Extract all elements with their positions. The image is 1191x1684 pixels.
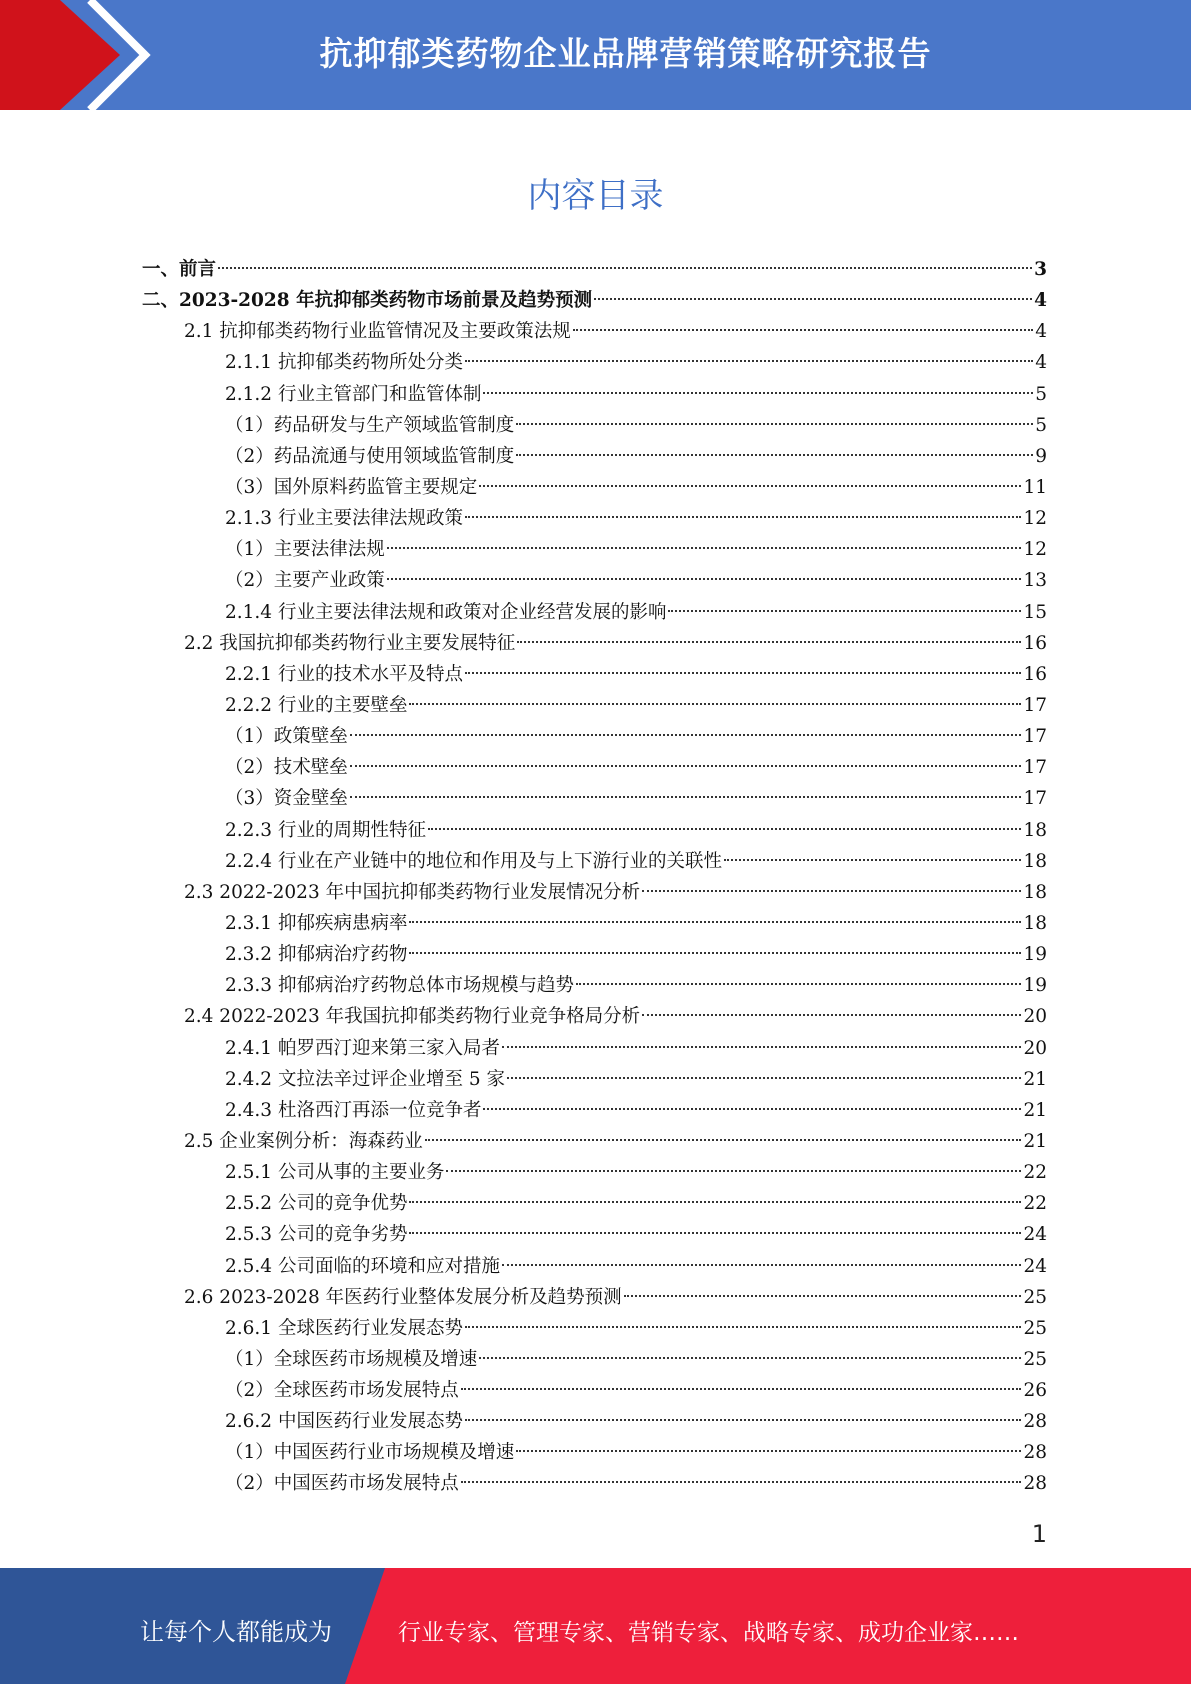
- toc-leader-dots: [465, 1419, 1021, 1421]
- toc-entry-page: 16: [1023, 663, 1047, 685]
- toc-entry-page: 17: [1023, 694, 1047, 716]
- toc-entry-page: 13: [1023, 570, 1047, 592]
- header-banner: [0, 0, 1191, 110]
- toc-entry[interactable]: [142, 908, 1047, 939]
- toc-entry-label: 2.2 我国抗抑郁类药物行业主要发展特征: [184, 632, 516, 654]
- toc-entry[interactable]: [142, 441, 1047, 472]
- toc-entry-page: 24: [1023, 1255, 1047, 1277]
- toc-entry[interactable]: [142, 1406, 1047, 1437]
- page-number: 1: [1031, 1520, 1047, 1548]
- toc-entry[interactable]: [142, 1001, 1047, 1032]
- report-title: 抗抑郁类药物企业品牌营销策略研究报告: [319, 34, 932, 73]
- toc-leader-dots: [465, 672, 1021, 674]
- toc-leader-dots: [387, 547, 1022, 549]
- toc-entry[interactable]: [142, 970, 1047, 1001]
- toc-leader-dots: [668, 610, 1021, 612]
- toc-entry-page: 20: [1023, 1006, 1047, 1028]
- toc-entry-label: （1）主要法律法规: [225, 539, 385, 561]
- toc-entry-page: 4: [1035, 352, 1047, 374]
- toc-entry-label: 2.4.1 帕罗西汀迎来第三家入局者: [225, 1037, 500, 1059]
- toc-leader-dots: [502, 1046, 1021, 1048]
- toc-entry-label: 2.1.4 行业主要法律法规和政策对企业经营发展的影响: [225, 601, 667, 623]
- footer-slogan-right: 行业专家、管理专家、营销专家、战略专家、成功企业家……: [398, 1620, 1019, 1646]
- toc-entry[interactable]: [142, 565, 1047, 596]
- toc-entry-page: 20: [1023, 1037, 1047, 1059]
- toc-entry-label: 2.1.2 行业主管部门和监管体制: [225, 383, 482, 405]
- toc-entry[interactable]: [142, 721, 1047, 752]
- toc-entry-label: 2.5.2 公司的竞争优势: [225, 1193, 408, 1215]
- toc-entry[interactable]: [142, 628, 1047, 659]
- toc-entry-label: 2.2.2 行业的主要壁垒: [225, 694, 408, 716]
- toc-entry[interactable]: [142, 1468, 1047, 1499]
- toc-leader-dots: [409, 952, 1021, 954]
- toc-entry[interactable]: [142, 939, 1047, 970]
- toc-leader-dots: [516, 1450, 1021, 1452]
- toc-leader-dots: [483, 1108, 1021, 1110]
- toc-entry-page: 4: [1034, 290, 1047, 312]
- toc-entry[interactable]: [142, 1188, 1047, 1219]
- toc-entry-page: 4: [1035, 321, 1047, 343]
- toc-leader-dots: [483, 392, 1033, 394]
- toc-entry-label: （2）全球医药市场发展特点: [225, 1380, 459, 1402]
- toc-leader-dots: [409, 703, 1021, 705]
- toc-leader-dots: [446, 1170, 1021, 1172]
- toc-entry[interactable]: [142, 379, 1047, 410]
- toc-entry-page: 12: [1023, 539, 1047, 561]
- toc-entry-page: 9: [1035, 445, 1047, 467]
- toc-entry-label: 2.1.1 抗抑郁类药物所处分类: [225, 352, 463, 374]
- toc-leader-dots: [350, 796, 1022, 798]
- toc-entry[interactable]: [142, 1282, 1047, 1313]
- toc-entry[interactable]: [142, 1095, 1047, 1126]
- toc-leader-dots: [516, 423, 1033, 425]
- toc-entry-page: 5: [1035, 383, 1047, 405]
- toc-entry-label: 2.4.2 文拉法辛过评企业增至 5 家: [225, 1068, 505, 1090]
- footer-slogan-left: 让每个人都能成为: [140, 1618, 332, 1646]
- table-of-contents: [142, 254, 1047, 1500]
- toc-leader-dots: [425, 1139, 1022, 1141]
- toc-entry-label: 2.3 2022-2023 年中国抗抑郁类药物行业发展情况分析: [184, 881, 641, 903]
- toc-leader-dots: [576, 983, 1021, 985]
- toc-entry[interactable]: [142, 877, 1047, 908]
- toc-entry-page: 18: [1023, 881, 1047, 903]
- toc-entry[interactable]: [142, 1219, 1047, 1250]
- toc-leader-dots: [428, 828, 1021, 830]
- toc-entry[interactable]: [142, 1251, 1047, 1282]
- toc-heading: 内容目录: [527, 176, 664, 216]
- toc-entry[interactable]: [142, 1064, 1047, 1095]
- toc-entry-page: 19: [1023, 975, 1047, 997]
- toc-entry-label: （2）主要产业政策: [225, 570, 385, 592]
- toc-entry-page: 21: [1023, 1068, 1047, 1090]
- toc-entry[interactable]: [142, 534, 1047, 565]
- toc-leader-dots: [409, 1232, 1021, 1234]
- toc-entry-label: 2.2.4 行业在产业链中的地位和作用及与上下游行业的关联性: [225, 850, 722, 872]
- toc-entry-label: 2.1.3 行业主要法律法规政策: [225, 508, 463, 530]
- toc-leader-dots: [409, 1201, 1021, 1203]
- toc-entry-page: 22: [1023, 1162, 1047, 1184]
- toc-leader-dots: [642, 890, 1021, 892]
- toc-entry-page: 21: [1023, 1130, 1047, 1152]
- toc-entry-label: （3）国外原料药监管主要规定: [225, 476, 478, 498]
- toc-entry[interactable]: [142, 1126, 1047, 1157]
- toc-entry-label: 一、前言: [142, 259, 217, 280]
- toc-leader-dots: [479, 485, 1021, 487]
- toc-entry-page: 16: [1023, 632, 1047, 654]
- toc-entry-page: 19: [1023, 944, 1047, 966]
- toc-leader-dots: [461, 1481, 1022, 1483]
- header-arrow-decoration: [0, 0, 200, 110]
- toc-entry-page: 25: [1023, 1317, 1047, 1339]
- toc-entry-label: 2.5 企业案例分析：海森药业: [184, 1130, 423, 1152]
- toc-entry-label: 2.3.2 抑郁病治疗药物: [225, 944, 408, 966]
- toc-leader-dots: [517, 641, 1021, 643]
- toc-leader-dots: [507, 1077, 1021, 1079]
- toc-entry-page: 17: [1023, 757, 1047, 779]
- toc-leader-dots: [502, 1264, 1021, 1266]
- toc-leader-dots: [218, 267, 1032, 269]
- toc-entry-label: 2.1 抗抑郁类药物行业监管情况及主要政策法规: [184, 321, 571, 343]
- toc-entry[interactable]: [142, 316, 1047, 347]
- toc-entry-label: 2.4 2022-2023 年我国抗抑郁类药物行业竞争格局分析: [184, 1006, 641, 1028]
- toc-entry[interactable]: [142, 1033, 1047, 1064]
- toc-entry-label: 2.5.4 公司面临的环境和应对措施: [225, 1255, 500, 1277]
- toc-leader-dots: [724, 859, 1021, 861]
- toc-entry-label: 2.3.1 抑郁疾病患病率: [225, 912, 408, 934]
- toc-entry-label: 2.6.1 全球医药行业发展态势: [225, 1317, 463, 1339]
- toc-entry[interactable]: [142, 752, 1047, 783]
- toc-entry-page: 12: [1023, 508, 1047, 530]
- toc-entry-page: 24: [1023, 1224, 1047, 1246]
- toc-entry-label: 2.2.1 行业的技术水平及特点: [225, 663, 463, 685]
- footer-banner: [0, 1568, 1191, 1684]
- toc-leader-dots: [387, 578, 1022, 580]
- toc-entry-label: 2.3.3 抑郁病治疗药物总体市场规模与趋势: [225, 975, 574, 997]
- toc-entry-label: 2.6 2023-2028 年医药行业整体发展分析及趋势预测: [184, 1286, 622, 1308]
- toc-entry-label: （2）技术壁垒: [225, 757, 348, 779]
- toc-entry-page: 18: [1023, 912, 1047, 934]
- toc-entry-page: 17: [1023, 788, 1047, 810]
- toc-entry[interactable]: [142, 783, 1047, 814]
- toc-entry-page: 18: [1023, 819, 1047, 841]
- toc-leader-dots: [350, 765, 1022, 767]
- toc-leader-dots: [642, 1014, 1021, 1016]
- toc-entry-page: 5: [1035, 414, 1047, 436]
- toc-entry[interactable]: [142, 254, 1047, 285]
- toc-entry-page: 21: [1023, 1099, 1047, 1121]
- toc-entry-page: 15: [1023, 601, 1047, 623]
- toc-entry[interactable]: [142, 846, 1047, 877]
- toc-entry[interactable]: [142, 1313, 1047, 1344]
- toc-entry-page: 11: [1023, 476, 1047, 498]
- toc-entry[interactable]: [142, 410, 1047, 441]
- toc-entry-label: 2.5.1 公司从事的主要业务: [225, 1162, 445, 1184]
- toc-entry[interactable]: [142, 1157, 1047, 1188]
- toc-entry-page: 25: [1023, 1286, 1047, 1308]
- toc-entry[interactable]: [142, 1375, 1047, 1406]
- toc-entry[interactable]: [142, 1344, 1047, 1375]
- toc-leader-dots: [516, 454, 1033, 456]
- toc-entry-label: 2.2.3 行业的周期性特征: [225, 819, 426, 841]
- toc-entry-label: 2.4.3 杜洛西汀再添一位竞争者: [225, 1099, 482, 1121]
- toc-entry[interactable]: [142, 815, 1047, 846]
- toc-entry-page: 3: [1034, 259, 1047, 280]
- toc-leader-dots: [409, 921, 1021, 923]
- toc-entry-label: （1）全球医药市场规模及增速: [225, 1348, 478, 1370]
- toc-entry[interactable]: [142, 1437, 1047, 1468]
- toc-entry-page: 18: [1023, 850, 1047, 872]
- toc-entry-page: 25: [1023, 1348, 1047, 1370]
- toc-leader-dots: [479, 1357, 1021, 1359]
- toc-entry[interactable]: [142, 597, 1047, 628]
- toc-entry-label: 2.5.3 公司的竞争劣势: [225, 1224, 408, 1246]
- toc-entry-label: （2）中国医药市场发展特点: [225, 1473, 459, 1495]
- toc-entry-label: （3）资金壁垒: [225, 788, 348, 810]
- toc-entry-page: 28: [1023, 1411, 1047, 1433]
- toc-entry[interactable]: [142, 285, 1047, 316]
- toc-entry[interactable]: [142, 503, 1047, 534]
- toc-leader-dots: [350, 734, 1022, 736]
- toc-entry[interactable]: [142, 690, 1047, 721]
- toc-entry-label: 二、2023-2028 年抗抑郁类药物市场前景及趋势预测: [142, 290, 593, 312]
- toc-entry-label: （1）药品研发与生产领域监管制度: [225, 414, 515, 436]
- toc-entry-label: （1）中国医药行业市场规模及增速: [225, 1442, 515, 1464]
- toc-leader-dots: [594, 298, 1032, 300]
- toc-entry-page: 22: [1023, 1193, 1047, 1215]
- toc-entry-label: （2）药品流通与使用领域监管制度: [225, 445, 515, 467]
- toc-leader-dots: [465, 516, 1021, 518]
- toc-entry-page: 28: [1023, 1473, 1047, 1495]
- toc-entry-page: 26: [1023, 1380, 1047, 1402]
- toc-leader-dots: [461, 1388, 1022, 1390]
- toc-entry[interactable]: [142, 347, 1047, 378]
- toc-leader-dots: [465, 360, 1033, 362]
- toc-entry-page: 28: [1023, 1442, 1047, 1464]
- toc-entry-label: （1）政策壁垒: [225, 726, 348, 748]
- toc-leader-dots: [573, 329, 1033, 331]
- toc-entry-page: 17: [1023, 726, 1047, 748]
- toc-leader-dots: [465, 1326, 1021, 1328]
- toc-entry-label: 2.6.2 中国医药行业发展态势: [225, 1411, 463, 1433]
- toc-entry[interactable]: [142, 659, 1047, 690]
- toc-leader-dots: [624, 1295, 1022, 1297]
- toc-entry[interactable]: [142, 472, 1047, 503]
